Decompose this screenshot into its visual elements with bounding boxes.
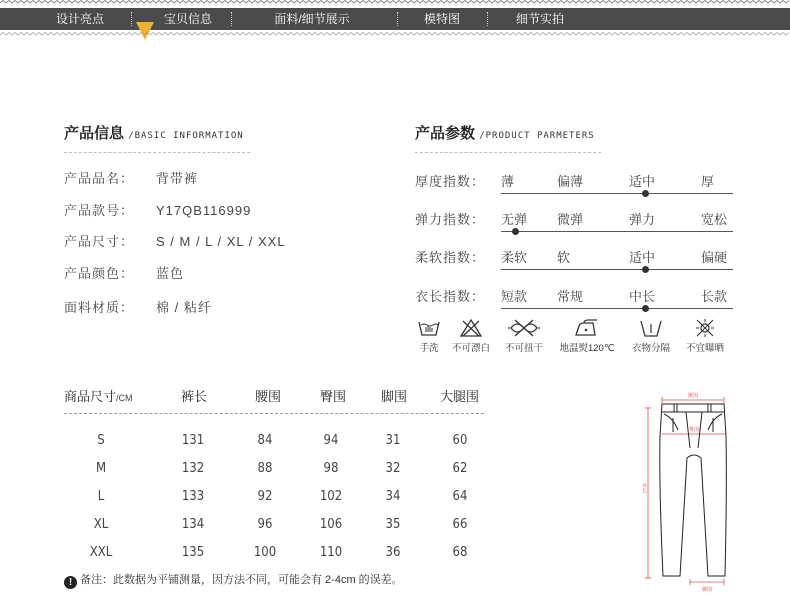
info-key: 产品颜色： xyxy=(64,266,135,281)
info-value: 棉 / 粘纤 xyxy=(156,300,212,315)
param-option: 柔软 xyxy=(501,250,528,265)
info-value: 背带裤 xyxy=(156,171,199,186)
measurement-note xyxy=(64,571,403,589)
param-key: 弹力指数： xyxy=(415,212,486,227)
hand-wash-icon xyxy=(417,318,441,338)
param-option: 偏薄 xyxy=(557,174,584,189)
size-value-cell: 31 xyxy=(385,433,401,448)
pants-measurement-diagram xyxy=(628,388,768,594)
info-value: S / M / L / XL / XXL xyxy=(156,234,286,249)
param-selected-dot xyxy=(642,190,649,197)
size-table-divider xyxy=(64,413,484,414)
size-value-cell: 92 xyxy=(257,489,273,504)
size-header-length: 裤长 xyxy=(181,389,208,404)
care-wash-separately xyxy=(626,318,676,360)
info-value: Y17QB116999 xyxy=(156,203,252,218)
nav-item-product-info[interactable]: 宝贝信息 xyxy=(163,12,212,26)
size-label-cell: XXL xyxy=(89,545,113,560)
active-tab-pointer xyxy=(136,22,154,40)
info-value: 蓝色 xyxy=(156,266,185,281)
param-key: 衣长指数： xyxy=(415,289,486,304)
param-selected-dot xyxy=(642,266,649,273)
nav-item-model-photos[interactable]: 模特图 xyxy=(423,12,460,26)
diagram-waist-label: 腰围 xyxy=(687,393,699,399)
param-option: 适中 xyxy=(629,250,656,265)
basic-info-title-en: /BASIC INFORMATION xyxy=(128,131,244,141)
basic-info-divider xyxy=(64,152,250,153)
basic-info-title xyxy=(64,122,244,143)
size-value-cell: 110 xyxy=(319,545,343,560)
info-row-name xyxy=(64,168,198,187)
param-option: 薄 xyxy=(501,174,515,189)
info-row-color xyxy=(64,263,184,282)
note-text: 备注：此数据为平铺测量，因方法不同，可能会有 2-4cm 的误差。 xyxy=(80,574,403,586)
param-option: 软 xyxy=(557,250,571,265)
size-header-hip: 臀围 xyxy=(320,389,347,404)
size-value-cell: 68 xyxy=(452,545,468,560)
care-no-bleach xyxy=(446,318,496,360)
size-value-cell: 106 xyxy=(319,517,343,532)
size-table-title-cn: 商品尺寸 xyxy=(64,389,117,404)
size-value-cell: 134 xyxy=(181,517,205,532)
nav-bottom-border xyxy=(0,32,790,36)
diagram-hip-label: 臀围 xyxy=(688,427,700,433)
param-option: 宽松 xyxy=(701,212,728,227)
care-iron-low xyxy=(556,318,618,360)
size-label-cell: XL xyxy=(93,517,109,532)
param-option: 中长 xyxy=(629,289,656,304)
size-value-cell: 84 xyxy=(257,433,273,448)
param-option: 无弹 xyxy=(501,212,528,227)
nav-separator xyxy=(231,12,232,26)
param-option: 偏硬 xyxy=(701,250,728,265)
care-label: 手洗 xyxy=(419,343,439,354)
size-value-cell: 34 xyxy=(385,489,401,504)
params-title xyxy=(415,122,595,143)
param-selected-dot xyxy=(512,228,519,235)
size-header-leg-opening: 脚围 xyxy=(381,389,408,404)
wash-separately-icon xyxy=(639,318,663,338)
size-value-cell: 36 xyxy=(385,545,401,560)
size-value-cell: 100 xyxy=(253,545,277,560)
info-row-style-number xyxy=(64,200,251,219)
size-value-cell: 60 xyxy=(452,433,468,448)
care-label: 地温熨120℃ xyxy=(559,343,615,354)
size-value-cell: 88 xyxy=(257,461,273,476)
no-wring-icon xyxy=(507,318,541,338)
diagram-leg-opening-label: 脚围 xyxy=(701,587,713,593)
iron-low-icon xyxy=(573,318,601,338)
no-bleach-icon xyxy=(459,318,483,338)
size-value-cell: 102 xyxy=(319,489,343,504)
param-option: 长款 xyxy=(701,289,728,304)
info-row-sizes xyxy=(64,231,286,250)
nav-separator xyxy=(131,12,132,26)
param-row xyxy=(415,247,735,277)
param-scale-line xyxy=(501,269,733,270)
param-scale-line xyxy=(501,308,733,309)
param-option: 短款 xyxy=(501,289,528,304)
nav-top-border xyxy=(0,0,790,4)
nav-item-fabric-details[interactable]: 面料/细节展示 xyxy=(274,12,350,26)
size-table-unit: /CM xyxy=(116,393,133,403)
param-row xyxy=(415,171,735,201)
params-title-en: /PRODUCT PARMETERS xyxy=(479,131,595,141)
params-divider xyxy=(415,152,601,153)
size-value-cell: 132 xyxy=(181,461,205,476)
nav-bar xyxy=(0,8,790,30)
params-title-cn: 产品参数 xyxy=(415,125,476,142)
size-table-title xyxy=(64,386,133,405)
care-label: 不宜曝晒 xyxy=(685,343,724,354)
param-key: 柔软指数： xyxy=(415,250,486,265)
size-header-waist: 腰围 xyxy=(255,389,282,404)
care-label: 不可漂白 xyxy=(451,343,490,354)
care-hand-wash xyxy=(414,318,444,360)
info-key: 产品尺寸： xyxy=(64,234,135,249)
info-key: 面料材质： xyxy=(64,300,135,315)
size-label-cell: L xyxy=(97,489,105,504)
param-option: 厚 xyxy=(701,174,715,189)
size-value-cell: 135 xyxy=(181,545,205,560)
size-value-cell: 96 xyxy=(257,517,273,532)
size-header-thigh: 大腿围 xyxy=(440,389,480,404)
warning-icon: ! xyxy=(64,576,77,589)
info-row-material xyxy=(64,297,212,316)
param-option: 弹力 xyxy=(629,212,656,227)
care-no-sun-dry xyxy=(680,318,730,360)
info-key: 产品款号： xyxy=(64,203,135,218)
param-option: 常规 xyxy=(557,289,584,304)
size-value-cell: 66 xyxy=(452,517,468,532)
param-row xyxy=(415,286,735,316)
size-value-cell: 94 xyxy=(323,433,339,448)
size-value-cell: 64 xyxy=(452,489,468,504)
size-value-cell: 133 xyxy=(181,489,205,504)
param-selected-dot xyxy=(642,305,649,312)
size-value-cell: 62 xyxy=(452,461,468,476)
param-key: 厚度指数： xyxy=(415,174,486,189)
size-label-cell: M xyxy=(95,461,107,476)
param-scale-line xyxy=(501,231,733,232)
nav-separator xyxy=(487,12,488,26)
care-no-wring xyxy=(499,318,549,360)
size-value-cell: 98 xyxy=(323,461,339,476)
diagram-length-label: 外长 xyxy=(641,483,647,493)
param-option: 微弹 xyxy=(557,212,584,227)
nav-item-detail-photos[interactable]: 细节实拍 xyxy=(515,12,564,26)
size-value-cell: 32 xyxy=(385,461,401,476)
nav-separator xyxy=(397,12,398,26)
no-sun-dry-icon xyxy=(693,318,717,338)
info-key: 产品品名： xyxy=(64,171,135,186)
basic-info-title-cn: 产品信息 xyxy=(64,125,125,142)
param-scale-line xyxy=(501,193,733,194)
param-row xyxy=(415,209,735,239)
size-label-cell: S xyxy=(97,433,105,448)
nav-item-design-highlights[interactable]: 设计亮点 xyxy=(55,12,104,26)
size-value-cell: 131 xyxy=(181,433,205,448)
care-label: 不可扭干 xyxy=(504,343,543,354)
care-label: 衣物分隔 xyxy=(631,343,670,354)
param-option: 适中 xyxy=(629,174,656,189)
size-value-cell: 35 xyxy=(385,517,401,532)
